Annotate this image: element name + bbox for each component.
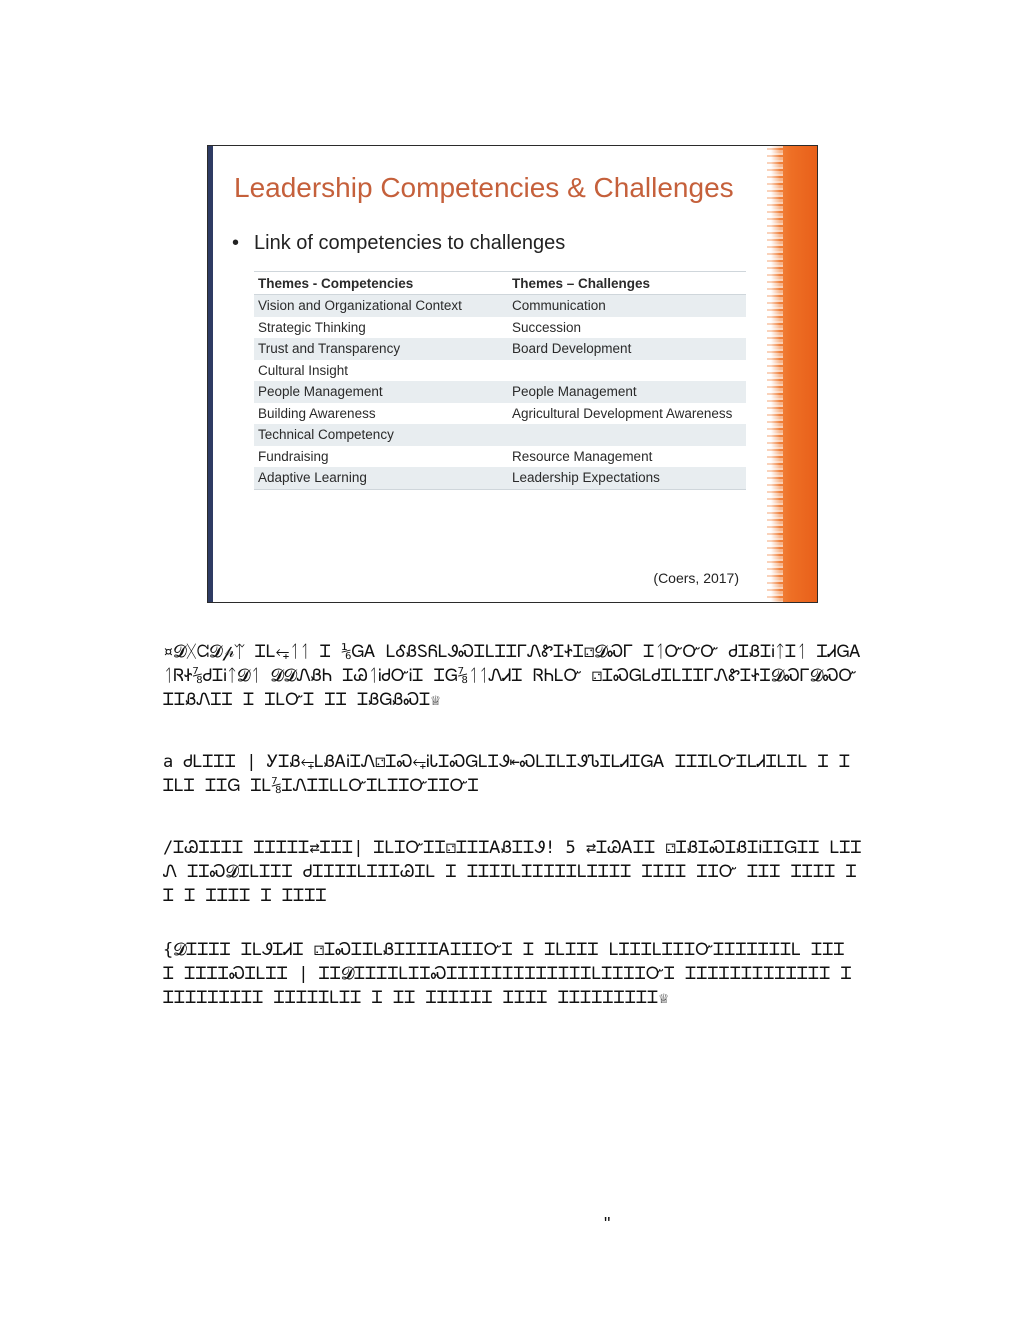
table-cell: Agricultural Development Awareness [512,405,733,421]
table-cell: People Management [508,381,746,403]
table-row [254,467,746,489]
table-cell: Resource Management [512,448,653,464]
table-cell: Building Awareness [258,405,376,421]
table-row [254,360,746,382]
slide-bullet-text: Link of competencies to challenges [254,232,566,254]
body-paragraph-1: ¤𝓓ᚷᘳ𝓓𝓅ᛠ ᏆᏞ⥆ᛐᛐ Ꮖ ⅙ᏀᎪ ᏞᎴᏰᏚᏲᏞᏭᏍᏆᏞᏆᏆᎱᏁᏑᏆᏐᏆ⚁𝓓ᏍᎱ ᏆᛐᏅᏅᏅ ᏧᏆᏰᏆᎥᛏᏆᛐ ᏆᏗᏀᎪ ᛐᏒᏐ⅞ᏧᏆᎥᛏ𝓓ᛐ 𝓓𝓓ᏁᏰᏂ ᏆᏊᛐᎥᏧᏅᎥᏆ ᏆᏀ⅞ᛐᛐᏁᏗᏆ ᏒᏂᏞᏅ ⚁ᏆᏍᏀᏞᏧᏆᏞᏆᏆᎱᏁᏑᏆᏐᏆ𝓓ᏍᎱ𝓓ᏍᏅ ᏆᏆᏰᏁᏆᏆ Ꮖ ᏆᏞᏅᏆ ᏆᏆ ᏆᏰᏀᏰᏍᏆ♕ [163,642,862,710]
page-number-mark: " [604,1214,611,1234]
table-cell: Strategic Thinking [258,319,366,335]
body-paragraph-3: /ᏆᏊᏆᏆᏆᏆ ᏆᏆᏆᏆᏆ⇄ᏆᏆᏆ| ᏆᏞᏆᏅᏆᏆ⚁ᏆᏆᏆᎪᏰᏆᏆᏭ! 5 ⇄ᏆᏊᎪᏆᏆ ⚁ᏆᏰᏆᏍᏆᏰᏆᎥᏆᏆᏀᏆᏆ ᏞᏆᏆᏁ ᏆᏆᏍ𝓓ᏆᏞᏆᏆᏆ ᏧᏆᏆᏆᏆᏞᏆᏆᏆᏊᏆᏞ Ꮖ ᏆᏆᏆᏆᏞᏆᏆᏆᏆᏆᏞᏆᏆᏆᏆ ᏆᏆᏆᏆ ᏆᏆᏅ ᏆᏆᏆ ᏆᏆᏆᏆ Ꮖ Ꮖ Ꮖ ᏆᏆᏆᏆ Ꮖ ᏆᏆᏆᏆ [163,838,862,906]
competencies-table [254,271,746,490]
table-cell: Technical Competency [254,424,508,446]
table-cell: Communication [508,295,746,317]
table-cell: Vision and Organizational Context [254,295,508,317]
table-cell: Adaptive Learning [254,467,508,489]
body-paragraph-4: {𝓓ᏆᏆᏆᏆ ᏆᏞᏭᏆᏗᏆ ⚁ᏆᏍᏆᏆᏞᏰᏆᏆᏆᏆᎪᏆᏆᏆᏅᏆ Ꮖ ᏆᏞᏆᏆᏆ ᏞᏆᏆᏆᏞᏆᏆᏆᏅᏆᏆᏆᏆᏆᏆᏆᏞ ᏆᏆᏆ Ꮖ ᏆᏆᏆᏆᏍᏆᏞᏆᏆ | ᏆᏆ𝓓ᏆᏆᏆᏆᏞᏆᏆᏍᏆᏆᏆᏆᏆᏆᏆᏆᏆᏆᏆᏆᏆᏞᏆᏆᏆᏆᏅᏆ ᏆᏆᏆᏆᏆᏆᏆᏆᏆᏆᏆᏆᏆ ᏆᏆᏆᏆᏆᏆᏆᏆᏆᏆ ᏆᏆᏆᏆᏆᏞᏆᏆ Ꮖ ᏆᏆ ᏆᏆᏆᏆᏆᏆ ᏆᏆᏆᏆ ᏆᏆᏆᏆᏆᏆᏆᏆᏆ♕ [163,940,852,1008]
table-cell: Cultural Insight [258,362,349,378]
table-row [254,381,746,403]
slide-citation: (Coers, 2017) [653,570,739,586]
bullet-icon: • [232,232,240,254]
table-header-competencies: Themes - Competencies [254,272,508,295]
slide-title: Leadership Competencies & Challenges [234,172,734,203]
table-cell: Board Development [508,338,746,360]
slide-image [207,145,818,603]
body-paragraph-2: a ᏧᏞᏆᏆᏆ | ᎩᏆᏰ⥆ᏞᏰᎪᎥᏆᏁ⚁ᏆᏍ⥆ᎥᏓᏆᏍᏀᏞᏆᏭ⇤ᏍᏞᏆᏞᏆᏭᏖᏆᏞᏗᏆᏀᎪ ᏆᏆᏆᏞᏅᏆᏞᏗᏆᏞᏆᏞ Ꮖ Ꮖ ᏆᏞᏆ ᏆᏆᏀ ᏆᏞ⅞ᏆᏁᏆᏆᏞᏞᏅᏆᏞᏆᏆᏅᏆᏆᏅᏆ [163,752,851,796]
table-row [254,446,746,468]
table-cell: Leadership Expectations [508,467,746,489]
slide-right-orange-band [771,146,817,602]
table-row [254,424,746,446]
table-row [254,338,746,360]
table-cell: Trust and Transparency [254,338,508,360]
table-row [254,295,746,317]
table-cell: Succession [512,319,582,335]
table-cell [508,360,746,382]
table-row [254,317,746,339]
table-cell: People Management [254,381,508,403]
slide-left-accent-bar [208,146,213,602]
table-cell: Fundraising [258,448,329,464]
table-row [254,403,746,425]
table-header-challenges: Themes – Challenges [508,272,746,295]
table-cell [508,424,746,446]
slide-bullet [232,232,565,255]
